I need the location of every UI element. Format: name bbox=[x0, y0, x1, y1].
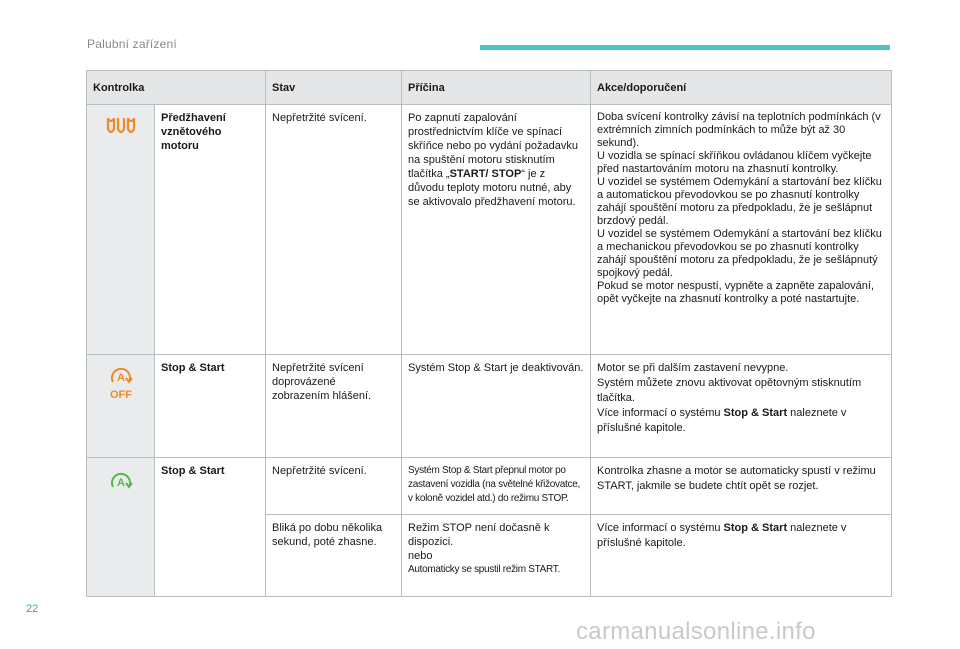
glow-plug-icon bbox=[106, 115, 136, 141]
warning-light-name: Stop & Start bbox=[155, 355, 266, 458]
start-stop-label: START/ STOP bbox=[449, 168, 522, 180]
cause-text-part: Po zapnutí zapalování prostřednictvím klíče ve spínací skříňce nebo po vydání požadavku na spuštění motoru stisknutím tlačítka „ bbox=[408, 112, 579, 180]
more-info-prefix: Více informací o systému bbox=[597, 407, 724, 419]
cause-text-part: “ je z důvodu teploty motoru nutné, aby se aktivovalo předžhavení motoru. bbox=[408, 168, 576, 208]
cause-line: Režim STOP není dočasně k dispozici. bbox=[408, 522, 550, 548]
action-text bbox=[591, 515, 892, 597]
cause-text bbox=[402, 105, 591, 355]
warning-light-name: Stop & Start bbox=[155, 458, 266, 597]
watermark: carmanualsonline.info bbox=[576, 618, 816, 645]
off-label: OFF bbox=[109, 389, 132, 401]
action-line: Pokud se motor nespustí, vypněte a zapněte zapalování, opět vyčkejte na zhasnutí kontrolky a poté nastartujte. bbox=[597, 280, 875, 305]
action-line: Systém můžete znovu aktivovat opětovným stisknutím tlačítka. bbox=[597, 377, 862, 404]
state-text: Nepřetržité svícení. bbox=[266, 105, 402, 355]
action-line: Motor se při dalším zastavení nevypne. bbox=[597, 362, 789, 374]
column-header-stav: Stav bbox=[266, 71, 402, 105]
table-row bbox=[87, 458, 892, 515]
cause-text bbox=[402, 515, 591, 597]
column-header-kontrolka: Kontrolka bbox=[87, 71, 266, 105]
action-line: Doba svícení kontrolky závisí na teplotních podmínkách (v extrémních zimních podmínkách to může být až 30 sekund). bbox=[597, 111, 881, 149]
state-text: Nepřetržité svícení. bbox=[266, 458, 402, 515]
warning-light-name: Předžhavení vznětového motoru bbox=[155, 105, 266, 355]
action-text bbox=[591, 355, 892, 458]
cause-text: Systém Stop & Start přepnul motor po zastavení vozidla (na světelné křižovatce, v koloně vozidel atd.) do režimu STOP. bbox=[402, 458, 591, 515]
page-number: 22 bbox=[26, 603, 39, 615]
table-row bbox=[87, 355, 892, 458]
action-line bbox=[597, 406, 885, 436]
action-line: U vozidla se spínací skříňkou ovládanou klíčem vyčkejte před nastartováním motoru na zhasnutí kontrolky. bbox=[597, 150, 872, 175]
action-text bbox=[591, 105, 892, 355]
table-header-row bbox=[87, 71, 892, 105]
state-text: Nepřetržité svícení doprovázené zobrazením hlášení. bbox=[266, 355, 402, 458]
section-title: Palubní zařízení bbox=[87, 37, 177, 51]
state-text: Bliká po dobu několika sekund, poté zhasne. bbox=[266, 515, 402, 597]
icon-cell bbox=[87, 458, 155, 597]
header-accent-bar bbox=[480, 45, 890, 50]
warning-lights-table bbox=[86, 70, 892, 597]
svg-text:A: A bbox=[116, 477, 125, 489]
action-line: U vozidel se systémem Odemykání a startování bez klíčku a automatickou převodovkou se po zhasnutí kontrolky zahájí spouštění motoru za předpokladu, že je sešlápnut brzdový pedál. bbox=[597, 176, 882, 227]
column-header-pricina: Příčina bbox=[402, 71, 591, 105]
stop-start-icon bbox=[106, 468, 136, 498]
table-row bbox=[87, 105, 892, 355]
more-info-system: Stop & Start bbox=[723, 522, 788, 534]
more-info-system: Stop & Start bbox=[723, 407, 788, 419]
more-info-prefix: Více informací o systému bbox=[597, 522, 724, 534]
cause-line: Automaticky se spustil režim START. bbox=[408, 564, 560, 575]
icon-cell bbox=[87, 105, 155, 355]
cause-text: Systém Stop & Start je deaktivován. bbox=[402, 355, 591, 458]
action-line: U vozidel se systémem Odemykání a startování bez klíčku a mechanickou převodovkou se po zhasnutí kontrolky zahájí spouštění motoru za předpokladu, že je sešlápnutý spojkový pedál. bbox=[597, 228, 882, 279]
svg-text:A: A bbox=[116, 372, 125, 384]
column-header-akce: Akce/doporučení bbox=[591, 71, 892, 105]
action-text: Kontrolka zhasne a motor se automaticky spustí v režimu START, jakmile se budete chtít opět se rozjet. bbox=[591, 458, 892, 515]
more-info-suffix: naleznete v příslušné kapitole. bbox=[597, 522, 847, 549]
icon-cell bbox=[87, 355, 155, 458]
more-info-suffix: naleznete v příslušné kapitole. bbox=[597, 407, 847, 434]
cause-line: nebo bbox=[408, 550, 433, 562]
stop-start-off-icon bbox=[106, 365, 136, 405]
